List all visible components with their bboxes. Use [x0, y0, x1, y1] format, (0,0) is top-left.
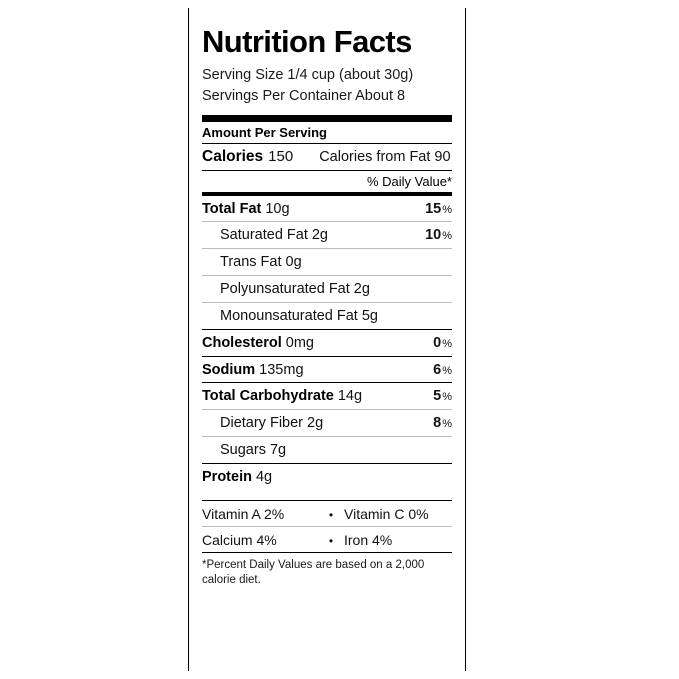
nutrient-row-total-fat [202, 196, 452, 222]
vitamin-a-value: Vitamin A 2% [202, 505, 285, 522]
calories-label: Calories [202, 147, 264, 165]
nutrient-dv: 5 [433, 388, 442, 405]
nutrient-row-dietary-fiber [202, 410, 452, 436]
calcium-value: Calcium 4% [202, 531, 277, 548]
nutrient-dv: 10 [425, 227, 442, 244]
percent-sign: % [442, 418, 452, 431]
nutrient-dv: 15 [425, 200, 442, 217]
nutrient-row-sodium [202, 357, 452, 383]
vitamin-row [202, 501, 452, 526]
nutrient-name: Sodium [202, 361, 256, 378]
footnote-text: *Percent Daily Values are based on a 2,000 calorie diet. [202, 558, 425, 587]
nutrient-dv: 6 [433, 361, 442, 378]
nutrient-row-trans-fat [202, 249, 452, 275]
divider-thick-top [202, 115, 452, 122]
calories-value: 150 [268, 147, 294, 165]
nutrient-dv: 0 [433, 334, 442, 351]
daily-value-header: % Daily Value* [366, 173, 452, 189]
nutrient-amount: 10g [265, 200, 290, 217]
nutrient-amount: 135mg [259, 361, 304, 378]
nutrient-amount: 14g [337, 388, 363, 405]
nutrient-amount: 7g [269, 442, 287, 459]
nutrient-row-total-carbohydrate [202, 383, 452, 409]
page-title: Nutrition Facts [202, 24, 412, 59]
nutrient-name: Monounsaturated Fat [220, 307, 358, 324]
serving-size-text: Serving Size 1/4 cup (about 30g) [202, 66, 414, 83]
nutrient-row-monounsaturated-fat [202, 303, 452, 329]
bullet-separator: • [328, 533, 334, 548]
nutrient-name: Total Carbohydrate [202, 388, 334, 405]
nutrient-amount: 2g [307, 415, 324, 432]
bullet-separator: • [328, 507, 334, 522]
percent-sign: % [442, 391, 452, 404]
nutrient-dv: 8 [433, 415, 442, 432]
percent-sign: % [442, 203, 452, 216]
iron-value: Iron 4% [344, 531, 393, 548]
nutrient-name: Protein [202, 469, 252, 486]
calories-from-fat: Calories from Fat 90 [319, 148, 451, 165]
nutrient-row-protein [202, 464, 452, 490]
nutrient-amount: 0g [285, 254, 302, 271]
percent-sign: % [442, 364, 452, 377]
nutrient-amount: 4g [255, 469, 273, 486]
nutrient-name: Trans Fat [220, 254, 282, 271]
nutrient-name: Saturated Fat [220, 227, 308, 244]
nutrient-amount: 5g [361, 307, 378, 324]
nutrient-row-polyunsaturated-fat [202, 276, 452, 302]
mineral-row [202, 527, 452, 552]
nutrient-amount: 2g [353, 281, 370, 298]
servings-per-container-text: Servings Per Container About 8 [202, 87, 406, 104]
percent-sign: % [442, 230, 452, 243]
nutrient-amount: 2g [311, 227, 328, 244]
nutrition-facts-panel [188, 8, 466, 671]
vitamin-c-value: Vitamin C 0% [344, 505, 429, 522]
nutrient-name: Dietary Fiber [220, 415, 303, 432]
nutrient-row-cholesterol [202, 330, 452, 356]
calories-row [202, 144, 452, 170]
nutrient-name: Total Fat [202, 200, 262, 217]
amount-per-serving-label: Amount Per Serving [202, 124, 327, 140]
nutrient-amount: 0mg [285, 334, 314, 351]
nutrition-facts-content [202, 26, 452, 589]
nutrient-name: Polyunsaturated Fat [220, 281, 350, 298]
percent-sign: % [442, 337, 452, 350]
nutrient-name: Sugars [220, 442, 266, 459]
nutrient-row-saturated-fat [202, 222, 452, 248]
nutrient-row-sugars [202, 437, 452, 463]
nutrient-name: Cholesterol [202, 334, 282, 351]
